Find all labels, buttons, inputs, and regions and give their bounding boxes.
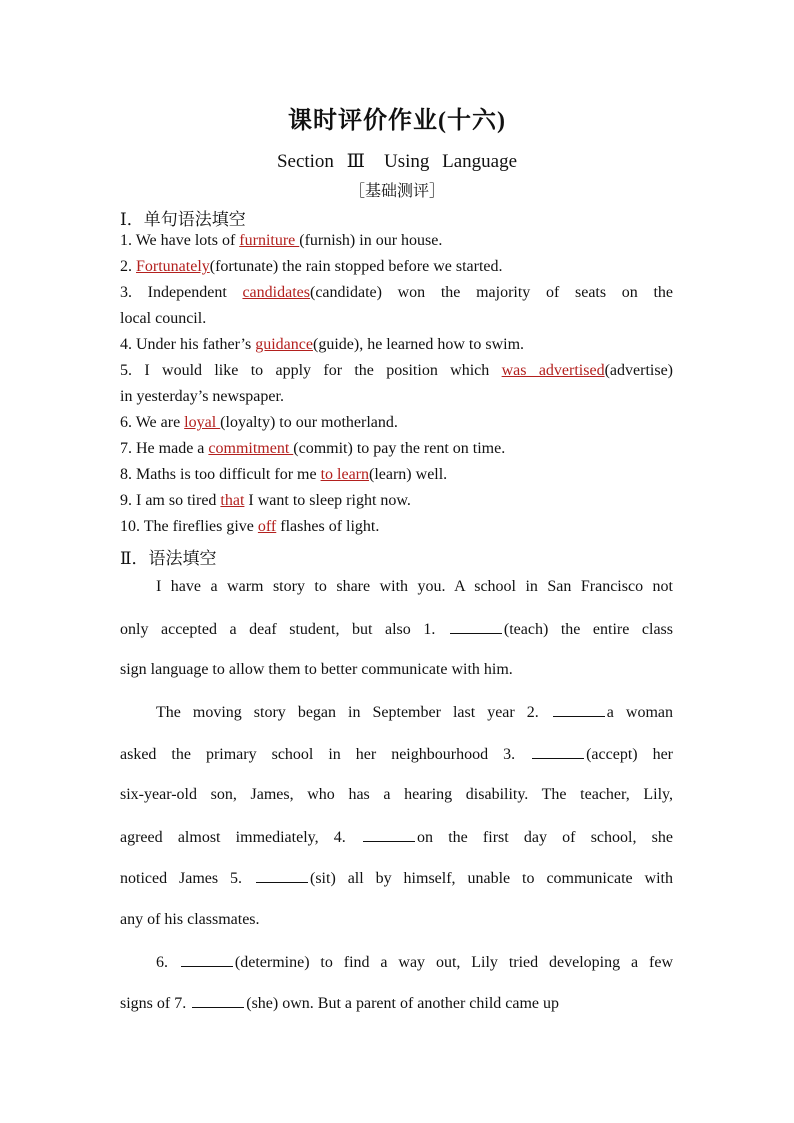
passage-text: noticed James 5. [120, 870, 254, 887]
exercise-text: in yesterday’s newspaper. [120, 388, 284, 405]
answer-blank[interactable] [553, 703, 605, 717]
passage-text: I have a warm story to share with you. A school in San Francisco not [156, 578, 673, 595]
exercise-hint: (candidate) won the majority of seats on the [309, 284, 674, 301]
passage-text: (determine) to find a way out, Lily tried developing a few [234, 954, 673, 971]
answer-blank[interactable] [192, 994, 244, 1008]
exercise-line [120, 258, 673, 276]
exercise-text: 6. We are [120, 414, 185, 431]
passage-line [120, 661, 673, 679]
answer-text: candidates [242, 284, 310, 301]
exercise-line [120, 388, 673, 406]
test-tag: ［基础测评］ [348, 183, 445, 200]
exercise-text: 2. [120, 258, 136, 275]
exercise-line [120, 518, 673, 536]
exercise-hint: (furnish) in our house. [299, 232, 443, 249]
answer-blank[interactable] [532, 745, 584, 759]
exercise-line [120, 492, 673, 510]
exercise-hint: (commit) to pay the rent on time. [293, 440, 506, 457]
passage-line [120, 869, 673, 888]
exercise-hint: (guide), he learned how to swim. [312, 336, 525, 353]
passage-text: any of his classmates. [120, 911, 260, 928]
exercise-line [120, 310, 673, 328]
exercise-text: 4. Under his father’s [120, 336, 256, 353]
passage-text: (sit) all by himself, unable to communicate with [310, 870, 674, 887]
exercise-line [120, 232, 673, 250]
answer-text: to learn [320, 466, 369, 483]
answer-text: furniture [239, 232, 300, 249]
passage-text: signs of 7. [120, 995, 191, 1012]
passage-text: 6. [156, 954, 179, 971]
passage-text: on the first day of school, she [417, 829, 673, 846]
answer-blank[interactable] [181, 953, 233, 967]
passage-text: asked the primary school in her neighbourhood 3. [120, 746, 531, 763]
exercise-line [120, 284, 673, 302]
passage-line [156, 703, 673, 722]
exercise-line [120, 336, 673, 354]
answer-blank[interactable] [363, 828, 415, 842]
exercise-text: 1. We have lots of [120, 232, 240, 249]
answer-blank[interactable] [450, 620, 502, 634]
passage-line [120, 745, 673, 764]
exercise-hint: I want to sleep right now. [244, 492, 411, 509]
passage-line [120, 786, 673, 804]
answer-text: off [257, 518, 277, 535]
exercise-text: 10. The fireflies give [120, 518, 258, 535]
exercise-hint: (loyalty) to our motherland. [220, 414, 398, 431]
passage-text: (she) own. But a parent of another child came up [246, 995, 560, 1012]
passage-line [120, 620, 673, 639]
passage-line [156, 578, 673, 596]
passage-text: (teach) the entire class [503, 621, 674, 638]
passage-text: a woman [606, 704, 674, 721]
passage-line [120, 828, 673, 847]
section-subtitle: Section Ⅲ Using Language [276, 151, 518, 172]
exercise-text: 5. I would like to apply for the position which [120, 362, 502, 379]
passage-line [120, 911, 673, 929]
answer-text: was advertised [501, 362, 605, 379]
passage-text: The moving story began in September last year 2. [156, 704, 551, 721]
passage-text: only accepted a deaf student, but also 1. [120, 621, 448, 638]
answer-blank[interactable] [256, 869, 308, 883]
page-title: 课时评价作业(十六) [288, 108, 506, 134]
passage-text: agreed almost immediately, 4. [120, 829, 361, 846]
exercise-line [120, 440, 673, 458]
section2-heading: Ⅱ．语法填空 [120, 549, 217, 568]
answer-text: guidance [255, 336, 313, 353]
exercise-text: 8. Maths is too difficult for me [120, 466, 321, 483]
exercise-hint: (advertise) [604, 362, 673, 379]
exercise-hint: (learn) well. [369, 466, 448, 483]
exercise-line [120, 362, 673, 380]
answer-text: loyal [184, 414, 221, 431]
exercise-text: 9. I am so tired [120, 492, 221, 509]
passage-line [120, 994, 673, 1013]
passage-text: six-year-old son, James, who has a hearing disability. The teacher, Lily, [120, 786, 673, 803]
exercise-hint: (fortunate) the rain stopped before we started. [209, 258, 503, 275]
passage-text: sign language to allow them to better communicate with him. [120, 661, 513, 678]
passage-text: (accept) her [586, 746, 674, 763]
exercise-text: 3. Independent [120, 284, 243, 301]
answer-text: commitment [208, 440, 294, 457]
exercise-hint: flashes of light. [276, 518, 380, 535]
answer-text: Fortunately [136, 258, 210, 275]
exercise-line [120, 414, 673, 432]
passage-line [156, 953, 673, 972]
exercise-text: local council. [120, 310, 207, 327]
section1-heading: Ⅰ．单句语法填空 [120, 210, 246, 229]
exercise-text: 7. He made a [120, 440, 209, 457]
answer-text: that [220, 492, 245, 509]
exercise-line [120, 466, 673, 484]
